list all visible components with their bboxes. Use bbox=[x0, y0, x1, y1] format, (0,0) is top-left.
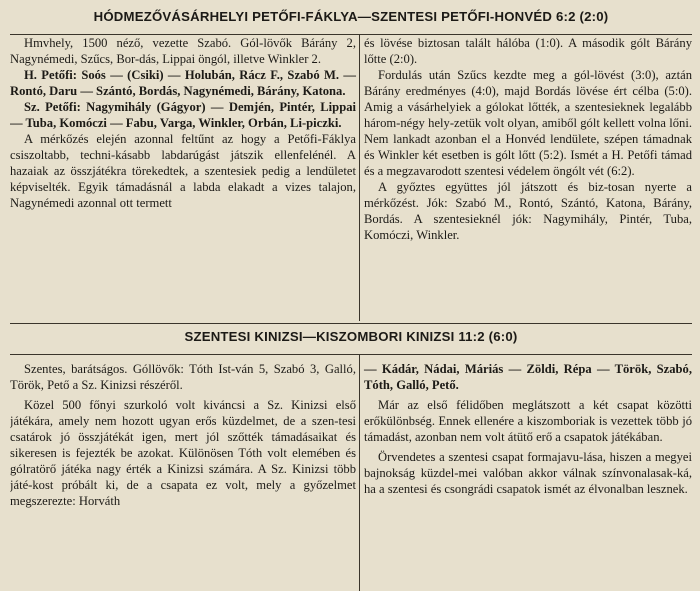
article1-body bbox=[10, 35, 692, 321]
column-divider bbox=[359, 35, 360, 321]
article2-headline: SZENTESI KINIZSI—KISZOMBORI KINIZSI 11:2 (6:0) bbox=[10, 323, 692, 355]
article1-right-column bbox=[364, 35, 692, 321]
article2-paragraph: Örvendetes a szentesi csapat formajavu-lása, hiszen a megyei bajnokság küzdel-mei valóban akkor válnak színvonalasak-ká, ha a szentesi és csongrádi csapatok ismét az élvonalban lesznek. bbox=[364, 450, 692, 496]
article2-paragraph: Közel 500 főnyi szurkoló volt kiváncsi a Sz. Kinizsi első játékára, amely nem hozott ugyan erős küzdelmet, de a szen-tesi csatárok jó összjátékát igen, mert jól szőtték támadásaikat és sikeresen is fejezték be azokat. Különösen Tóth volt elemében és gólratörő játéka nagy érték a Kinizsi számára. A Sz. Kinizsi több játé-kost próbált ki, de a csapata ez volt, mely a győzelmet megszerezte: Horváth bbox=[10, 398, 356, 508]
article1-paragraph: és lövése biztosan talált hálóba (1:0). A második gólt Bárány lőtte (2:0). bbox=[364, 36, 692, 66]
article2-paragraph: Már az első félidőben meglátszott a két csapat közötti erőkülönbség. Ennek ellenére a kiszomboriak is vezettek több jó támadást, azonban nem volt átütő erő a csapatok játékában. bbox=[364, 398, 692, 444]
article2-intro: Szentes, barátságos. Góllövők: Tóth Ist-ván 5, Szabó 3, Galló, Török, Pető a Sz. Kinizsi részéről. bbox=[10, 362, 356, 392]
article2-left-column bbox=[10, 361, 356, 591]
article2-right-column bbox=[364, 361, 692, 591]
article1-paragraph: A mérkőzés elején azonnal feltűnt az hogy a Petőfi-Fáklya csiszoltabb, techni-kásabb labdarúgást játszik ellenfelénél. A hazaiak az összjátékra törekedtek, a szentesiek pedig a lendületet képviselték. Egyik támadásnál a labda elakadt a vizes talajon, Nagynémedi azonnal ott termett bbox=[10, 132, 356, 210]
article1-paragraph: Fordulás után Szűcs kezdte meg a gól-lövést (3:0), aztán Bárány eredményes (4:0), majd Bordás lövése ért célba (5:0). Amig a vásárhelyiek a gólokat lőtték, a szentesieknek legalább három-négy hely-zetük volt olyan, amiből gólt kellett volna lőni. Nem lankadt azonban el a Honvéd lendülete, szépen támadnak és Winkler két esetben is gólt lőtt (5:2). Ismét a H. Petőfi támad és a megzavarodott szentesi védelem öngólt vét (6:2). bbox=[364, 68, 692, 178]
article2-body bbox=[10, 355, 692, 591]
article1-lineup-home: H. Petőfi: Soós — (Csiki) — Holubán, Rácz F., Szabó M. — Rontó, Daru — Szántó, Bordás, Nagynémedi, Bárány, Katona. bbox=[10, 68, 356, 98]
article2-lineup: — Kádár, Nádai, Máriás — Zöldi, Répa — Török, Szabó, Tóth, Galló, Pető. bbox=[364, 362, 692, 392]
article1-headline: HÓDMEZŐVÁSÁRHELYI PETŐFI-FÁKLYA—SZENTESI PETŐFI-HONVÉD 6:2 (2:0) bbox=[10, 4, 692, 35]
column-divider bbox=[359, 355, 360, 591]
article1-lineup-away: Sz. Petőfi: Nagymihály (Gágyor) — Demjén, Pintér, Lippai — Tuba, Komóczi — Fabu, Varga, Winkler, Orbán, Li-piczki. bbox=[10, 100, 356, 130]
article1-left-column bbox=[10, 35, 356, 321]
article1-paragraph: A győztes együttes jól játszott és biz-tosan nyerte a mérkőzést. Jók: Szabó M., Rontó, Szántó, Katona, Bárány, Bordás. A szentesieknél jók: Nagymihály, Pintér, Tuba, Komóczi, Winkler. bbox=[364, 180, 692, 242]
article1-intro: Hmvhely, 1500 néző, vezette Szabó. Gól-lövők Bárány 2, Nagynémedi, Szűcs, Bor-dás, Lippai öngól, illetve Winkler 2. bbox=[10, 36, 356, 66]
